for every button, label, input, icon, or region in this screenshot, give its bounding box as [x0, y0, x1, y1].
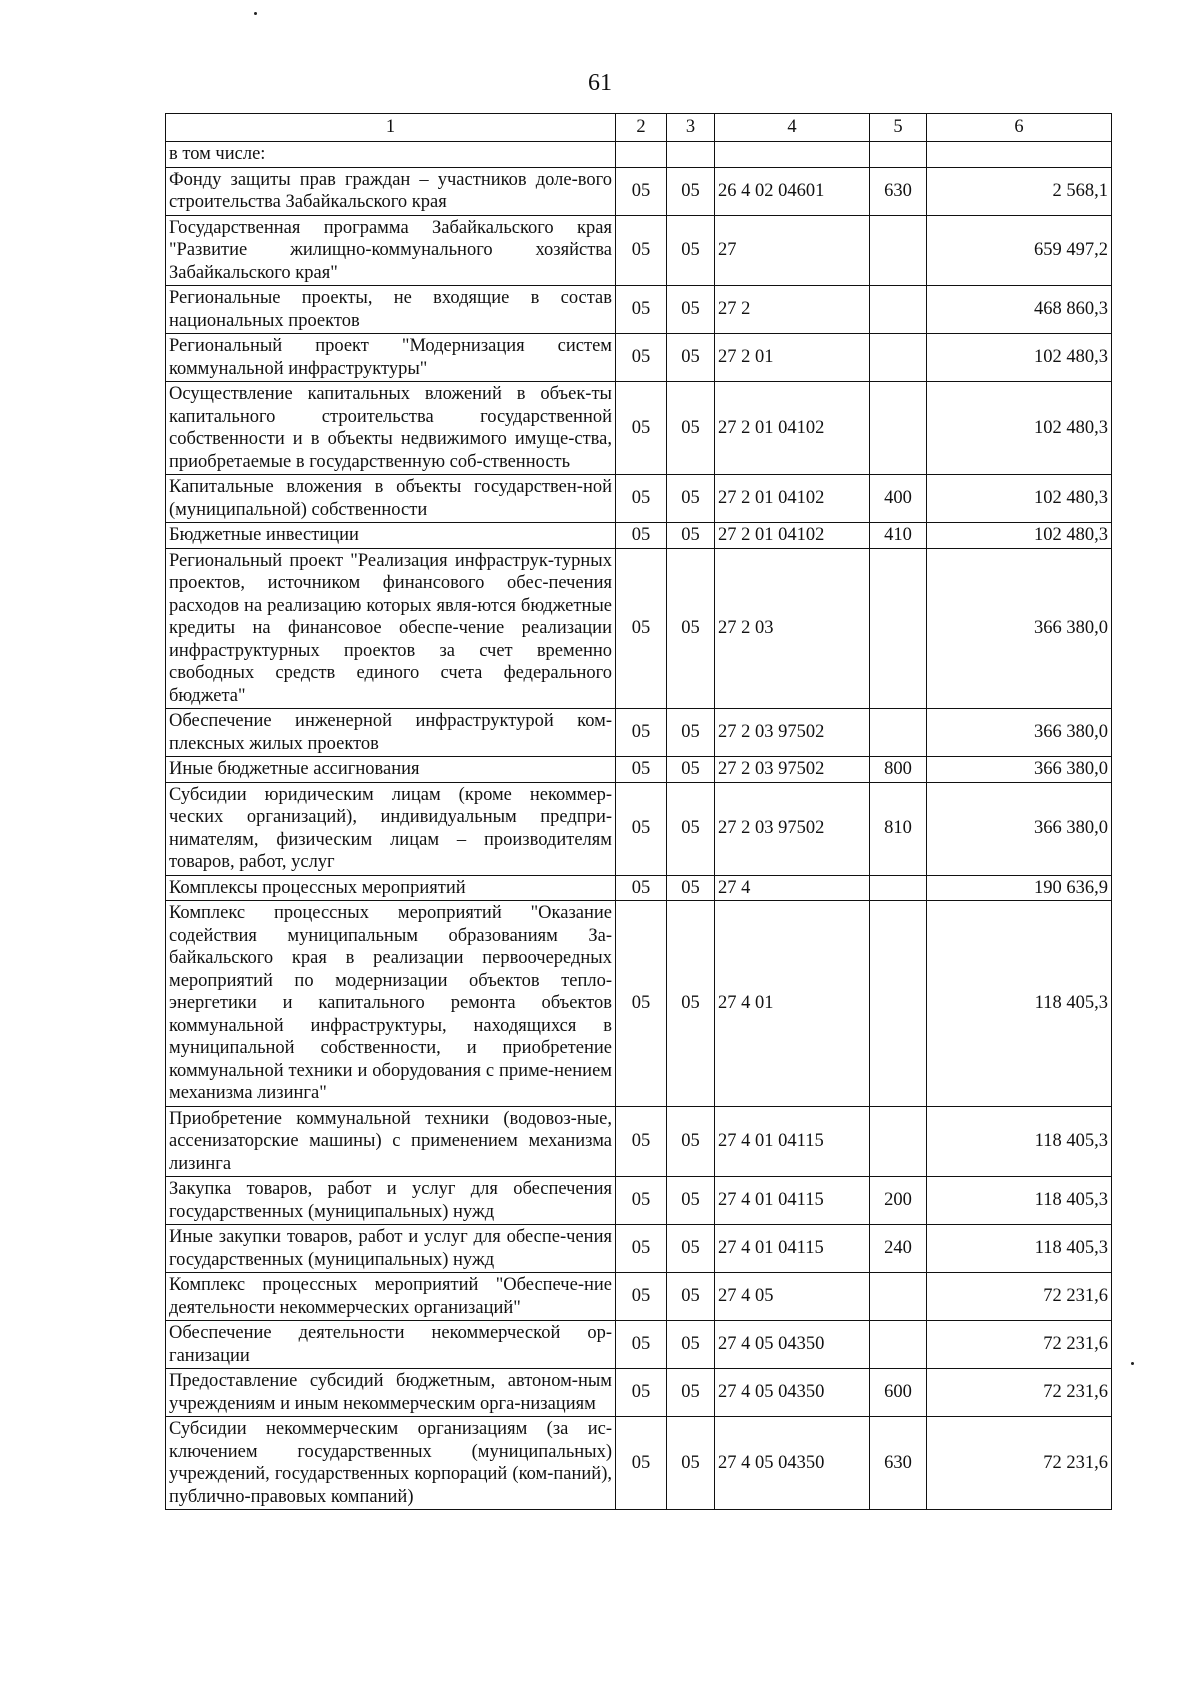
row-target-article-cell: 27 2 — [715, 286, 870, 334]
row-expense-type-cell — [870, 1273, 927, 1321]
row-target-article-cell: 27 4 05 04350 — [715, 1321, 870, 1369]
row-amount-cell: 366 380,0 — [927, 757, 1112, 783]
table-row — [166, 475, 1112, 523]
row-expense-type-cell: 600 — [870, 1369, 927, 1417]
row-name-cell: Обеспечение деятельности некоммерческой ор-ганизации — [166, 1321, 616, 1369]
row-name-cell: Комплекс процессных мероприятий "Оказание содействия муниципальным образованиям За-байкальского края в реализации первоочередных мероприятий по модернизации объектов тепло-энергетики и капитального ремонта объектов коммунальной инфраструктуры, находящихся в муниципальной собственности, и приобретение коммунальной техники и оборудования с приме-нением механизма лизинга" — [166, 901, 616, 1107]
table-row — [166, 1273, 1112, 1321]
column-header: 3 — [667, 114, 715, 142]
row-target-article-cell: 27 2 01 04102 — [715, 382, 870, 475]
row-section-cell: 05 — [616, 782, 667, 875]
row-section-cell: 05 — [616, 709, 667, 757]
row-expense-type-cell: 200 — [870, 1177, 927, 1225]
table-row — [166, 1177, 1112, 1225]
table-row — [166, 523, 1112, 549]
row-amount-cell: 72 231,6 — [927, 1417, 1112, 1510]
row-expense-type-cell: 410 — [870, 523, 927, 549]
row-amount-cell: 118 405,3 — [927, 1177, 1112, 1225]
row-amount-cell: 366 380,0 — [927, 548, 1112, 709]
row-section-cell: 05 — [616, 548, 667, 709]
row-target-article-cell: 27 2 03 97502 — [715, 782, 870, 875]
scan-speck — [1131, 1362, 1134, 1365]
row-amount-cell: 102 480,3 — [927, 475, 1112, 523]
row-name-cell: Государственная программа Забайкальского края "Развитие жилищно-коммунального хозяйства Забайкальского края" — [166, 215, 616, 286]
row-name-cell: Капитальные вложения в объекты государствен-ной (муниципальной) собственности — [166, 475, 616, 523]
row-target-article-cell — [715, 142, 870, 168]
column-header: 5 — [870, 114, 927, 142]
row-amount-cell — [927, 142, 1112, 168]
row-subsection-cell: 05 — [667, 709, 715, 757]
table-row — [166, 782, 1112, 875]
column-header: 1 — [166, 114, 616, 142]
row-amount-cell: 190 636,9 — [927, 875, 1112, 901]
row-section-cell: 05 — [616, 167, 667, 215]
row-amount-cell: 118 405,3 — [927, 1225, 1112, 1273]
page-number: 61 — [588, 70, 612, 96]
row-subsection-cell: 05 — [667, 1106, 715, 1177]
row-name-cell: Региональные проекты, не входящие в состав национальных проектов — [166, 286, 616, 334]
row-name-cell: Фонду защиты прав граждан – участников доле-вого строительства Забайкальского края — [166, 167, 616, 215]
table-row — [166, 334, 1112, 382]
row-target-article-cell: 26 4 02 04601 — [715, 167, 870, 215]
column-header: 4 — [715, 114, 870, 142]
row-subsection-cell: 05 — [667, 1417, 715, 1510]
row-subsection-cell — [667, 142, 715, 168]
row-section-cell: 05 — [616, 523, 667, 549]
row-name-cell: Иные закупки товаров, работ и услуг для обеспе-чения государственных (муниципальных) нужд — [166, 1225, 616, 1273]
row-subsection-cell: 05 — [667, 382, 715, 475]
row-target-article-cell: 27 4 05 04350 — [715, 1369, 870, 1417]
row-subsection-cell: 05 — [667, 901, 715, 1107]
row-name-cell: Субсидии некоммерческим организациям (за ис-ключением государственных (муниципальных) учреждений, государственных корпораций (ком-паний), публично-правовых компаний) — [166, 1417, 616, 1510]
row-target-article-cell: 27 2 01 04102 — [715, 475, 870, 523]
row-subsection-cell: 05 — [667, 286, 715, 334]
row-amount-cell: 366 380,0 — [927, 709, 1112, 757]
row-amount-cell: 72 231,6 — [927, 1321, 1112, 1369]
row-section-cell: 05 — [616, 901, 667, 1107]
row-target-article-cell: 27 4 01 04115 — [715, 1225, 870, 1273]
row-section-cell: 05 — [616, 1177, 667, 1225]
row-expense-type-cell: 400 — [870, 475, 927, 523]
table-row — [166, 286, 1112, 334]
table-row — [166, 875, 1112, 901]
table-row — [166, 382, 1112, 475]
table-row — [166, 548, 1112, 709]
row-subsection-cell: 05 — [667, 782, 715, 875]
row-amount-cell: 102 480,3 — [927, 382, 1112, 475]
column-header: 2 — [616, 114, 667, 142]
table-header-row — [166, 114, 1112, 142]
row-subsection-cell: 05 — [667, 1321, 715, 1369]
row-section-cell — [616, 142, 667, 168]
row-subsection-cell: 05 — [667, 475, 715, 523]
row-name-cell: Предоставление субсидий бюджетным, автоном-ным учреждениям и иным некоммерческим орга-низациям — [166, 1369, 616, 1417]
row-section-cell: 05 — [616, 1106, 667, 1177]
row-target-article-cell: 27 2 01 — [715, 334, 870, 382]
row-section-cell: 05 — [616, 334, 667, 382]
table-row — [166, 757, 1112, 783]
table-row — [166, 1321, 1112, 1369]
row-section-cell: 05 — [616, 1321, 667, 1369]
row-section-cell: 05 — [616, 875, 667, 901]
table-row — [166, 1369, 1112, 1417]
row-name-cell: Осуществление капитальных вложений в объек-ты капитального строительства государственной собственности и в объекты недвижимого имуще-ства, приобретаемые в государственную соб-ственность — [166, 382, 616, 475]
row-section-cell: 05 — [616, 1417, 667, 1510]
row-subsection-cell: 05 — [667, 1177, 715, 1225]
row-name-cell: Региональный проект "Модернизация систем коммунальной инфраструктуры" — [166, 334, 616, 382]
table-row — [166, 1106, 1112, 1177]
row-name-cell: Комплекс процессных мероприятий "Обеспече-ние деятельности некоммерческих организаций" — [166, 1273, 616, 1321]
table-row — [166, 167, 1112, 215]
row-expense-type-cell — [870, 709, 927, 757]
row-expense-type-cell — [870, 142, 927, 168]
row-expense-type-cell: 630 — [870, 1417, 927, 1510]
row-target-article-cell: 27 4 01 — [715, 901, 870, 1107]
row-expense-type-cell — [870, 286, 927, 334]
row-subsection-cell: 05 — [667, 1273, 715, 1321]
row-section-cell: 05 — [616, 1369, 667, 1417]
row-target-article-cell: 27 — [715, 215, 870, 286]
row-expense-type-cell — [870, 382, 927, 475]
row-expense-type-cell — [870, 548, 927, 709]
row-section-cell: 05 — [616, 1225, 667, 1273]
row-name-cell: Закупка товаров, работ и услуг для обеспечения государственных (муниципальных) нужд — [166, 1177, 616, 1225]
row-amount-cell: 659 497,2 — [927, 215, 1112, 286]
table-row — [166, 142, 1112, 168]
row-target-article-cell: 27 2 03 — [715, 548, 870, 709]
row-expense-type-cell — [870, 215, 927, 286]
table-row — [166, 1225, 1112, 1273]
row-name-cell: Региональный проект "Реализация инфраструк-турных проектов, источником финансового обес-печения расходов на реализацию которых явля-ются бюджетные кредиты на финансовое обеспе-чение реализации инфраструктурных проектов за счет временно свободных средств единого счета федерального бюджета" — [166, 548, 616, 709]
scan-speck — [254, 12, 257, 15]
row-name-cell: Комплексы процессных мероприятий — [166, 875, 616, 901]
row-expense-type-cell — [870, 1321, 927, 1369]
row-name-cell: Приобретение коммунальной техники (водовоз-ные, ассенизаторские машины) с применением механизма лизинга — [166, 1106, 616, 1177]
row-target-article-cell: 27 2 03 97502 — [715, 757, 870, 783]
row-expense-type-cell — [870, 901, 927, 1107]
row-subsection-cell: 05 — [667, 1225, 715, 1273]
row-expense-type-cell — [870, 875, 927, 901]
row-expense-type-cell: 810 — [870, 782, 927, 875]
row-amount-cell: 468 860,3 — [927, 286, 1112, 334]
row-target-article-cell: 27 4 05 — [715, 1273, 870, 1321]
row-expense-type-cell — [870, 1106, 927, 1177]
table-row — [166, 901, 1112, 1107]
row-expense-type-cell: 240 — [870, 1225, 927, 1273]
row-target-article-cell: 27 4 01 04115 — [715, 1177, 870, 1225]
row-amount-cell: 2 568,1 — [927, 167, 1112, 215]
row-subsection-cell: 05 — [667, 875, 715, 901]
row-target-article-cell: 27 2 01 04102 — [715, 523, 870, 549]
row-amount-cell: 102 480,3 — [927, 523, 1112, 549]
row-amount-cell: 102 480,3 — [927, 334, 1112, 382]
row-target-article-cell: 27 4 01 04115 — [715, 1106, 870, 1177]
row-amount-cell: 72 231,6 — [927, 1273, 1112, 1321]
budget-table — [165, 113, 1112, 1510]
row-amount-cell: 118 405,3 — [927, 901, 1112, 1107]
row-subsection-cell: 05 — [667, 757, 715, 783]
row-subsection-cell: 05 — [667, 548, 715, 709]
row-amount-cell: 118 405,3 — [927, 1106, 1112, 1177]
row-subsection-cell: 05 — [667, 167, 715, 215]
row-name-cell: Обеспечение инженерной инфраструктурой ком-плексных жилых проектов — [166, 709, 616, 757]
row-amount-cell: 366 380,0 — [927, 782, 1112, 875]
row-expense-type-cell: 630 — [870, 167, 927, 215]
row-amount-cell: 72 231,6 — [927, 1369, 1112, 1417]
row-subsection-cell: 05 — [667, 1369, 715, 1417]
row-subsection-cell: 05 — [667, 215, 715, 286]
row-name-cell: Иные бюджетные ассигнования — [166, 757, 616, 783]
table-row — [166, 1417, 1112, 1510]
row-expense-type-cell — [870, 334, 927, 382]
row-target-article-cell: 27 4 05 04350 — [715, 1417, 870, 1510]
row-section-cell: 05 — [616, 1273, 667, 1321]
row-section-cell: 05 — [616, 382, 667, 475]
row-expense-type-cell: 800 — [870, 757, 927, 783]
table-row — [166, 215, 1112, 286]
row-section-cell: 05 — [616, 215, 667, 286]
row-target-article-cell: 27 4 — [715, 875, 870, 901]
row-name-cell: в том числе: — [166, 142, 616, 168]
row-section-cell: 05 — [616, 286, 667, 334]
table-row — [166, 709, 1112, 757]
row-section-cell: 05 — [616, 475, 667, 523]
row-name-cell: Бюджетные инвестиции — [166, 523, 616, 549]
row-subsection-cell: 05 — [667, 334, 715, 382]
row-section-cell: 05 — [616, 757, 667, 783]
row-target-article-cell: 27 2 03 97502 — [715, 709, 870, 757]
row-name-cell: Субсидии юридическим лицам (кроме некоммер-ческих организаций), индивидуальным предпри-нимателям, физическим лицам – производителям товаров, работ, услуг — [166, 782, 616, 875]
column-header: 6 — [927, 114, 1112, 142]
row-subsection-cell: 05 — [667, 523, 715, 549]
